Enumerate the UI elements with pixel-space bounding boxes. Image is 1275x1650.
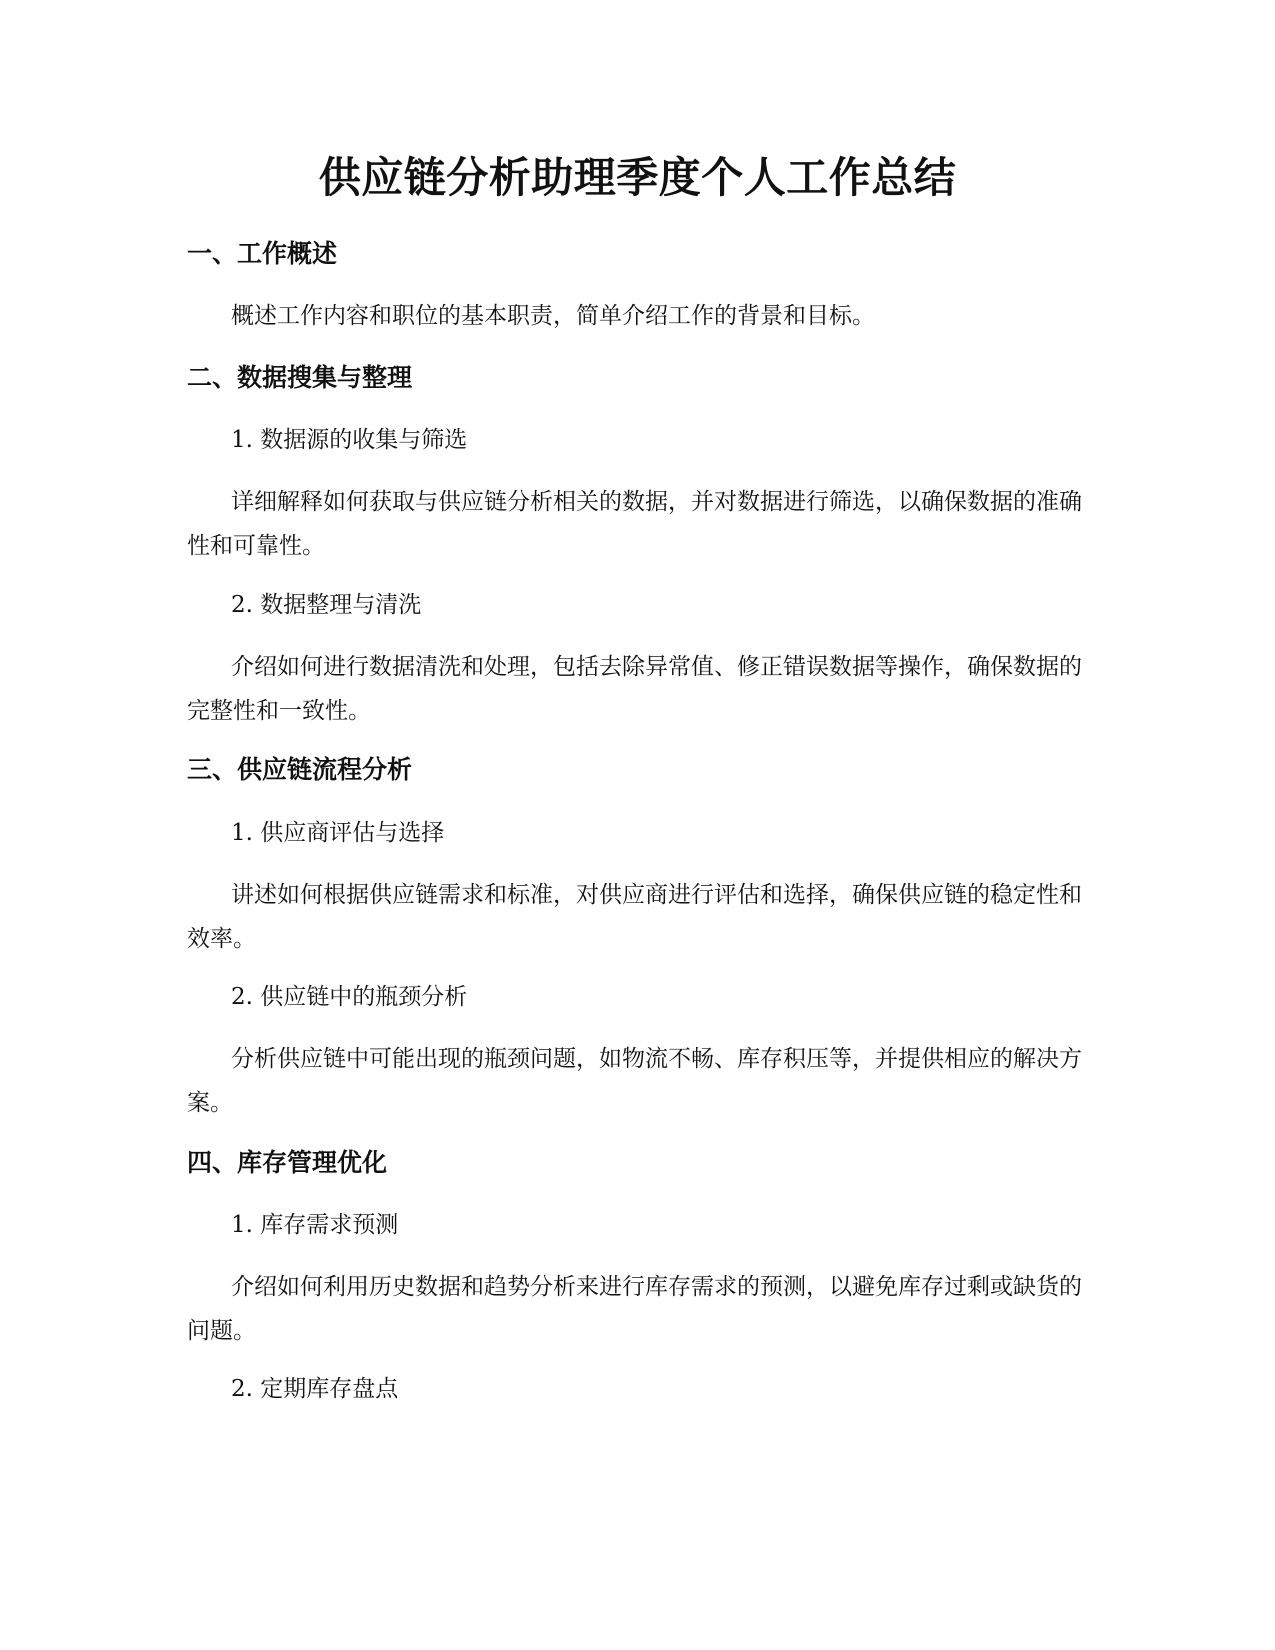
body-paragraph: 分析供应链中可能出现的瓶颈问题，如物流不畅、库存积压等，并提供相应的解决方案。: [187, 1046, 1082, 1116]
section-heading: 二、数据搜集与整理: [187, 363, 413, 392]
body-paragraph: 详细解释如何获取与供应链分析相关的数据，并对数据进行筛选，以确保数据的准确性和可靠性。: [187, 489, 1082, 559]
body-paragraph: 讲述如何根据供应链需求和标准，对供应商进行评估和选择，确保供应链的稳定性和效率。: [187, 882, 1082, 952]
section-heading: 三、供应链流程分析: [187, 755, 413, 784]
body-paragraph: 概述工作内容和职位的基本职责，简单介绍工作的背景和目标。: [231, 303, 875, 329]
body-paragraph: 介绍如何进行数据清洗和处理，包括去除异常值、修正错误数据等操作，确保数据的完整性和一致性。: [187, 654, 1082, 724]
document-title: 供应链分析助理季度个人工作总结: [318, 153, 957, 202]
subsection-heading: 2. 供应链中的瓶颈分析: [231, 984, 468, 1010]
body-paragraph: 介绍如何利用历史数据和趋势分析来进行库存需求的预测，以避免库存过剩或缺货的问题。: [187, 1274, 1082, 1344]
subsection-heading: 1. 数据源的收集与筛选: [231, 427, 468, 453]
section-heading: 一、工作概述: [187, 239, 338, 268]
subsection-heading: 2. 定期库存盘点: [231, 1376, 399, 1402]
subsection-heading: 1. 库存需求预测: [231, 1212, 399, 1238]
section-heading: 四、库存管理优化: [187, 1148, 388, 1177]
subsection-heading: 2. 数据整理与清洗: [231, 592, 422, 618]
subsection-heading: 1. 供应商评估与选择: [231, 820, 445, 846]
